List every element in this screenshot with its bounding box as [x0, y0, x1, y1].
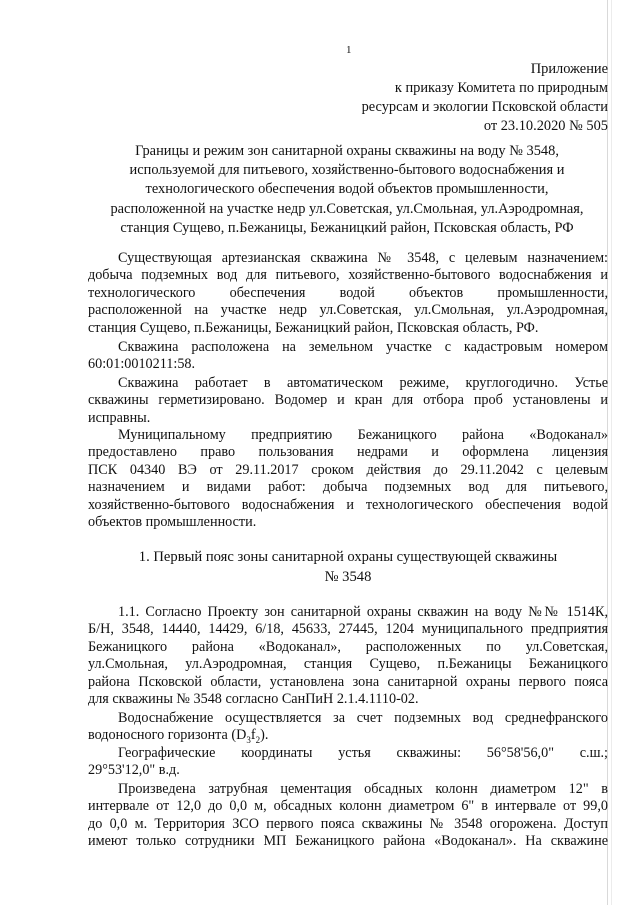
text-line: 1.1. Согласно Проекту зон санитарной охраны скважин на воду №№ 1514К,: [118, 604, 608, 620]
text-line: Существующая артезианская скважина № 3548, с целевым назначением:: [118, 250, 608, 266]
paragraph-water-source: [88, 710, 608, 750]
text-line: объектов промышленности.: [88, 514, 257, 531]
text-line: водоносного горизонта $(D_3f_2)$.: [88, 727, 269, 746]
text-line: ПСК 04340 ВЭ от 29.11.2017 сроком действия до 29.11.2042 с целевым: [88, 461, 608, 478]
title-line: технологического обеспечения водой объектов промышленности,: [145, 181, 549, 198]
paragraph-zso-project: [88, 604, 608, 708]
text-line: добыча подземных вод для питьевого, хозяйственно-бытового водоснабжения и: [88, 267, 608, 284]
appendix-line: ресурсам и экологии Псковской области: [361, 99, 608, 115]
text-line: ул.Смольная, ул.Аэродромная, станция Сущево, п.Бежаницы Бежаницкого: [88, 656, 608, 673]
text-line: Географические координаты устья скважины: 56°58'56,0" с.ш.;: [118, 745, 608, 761]
title-line: станция Сущево, п.Бежаницы, Бежаницкий район, Псковская область, РФ: [120, 219, 574, 236]
paragraph-coordinates: [88, 745, 608, 780]
text-line: Бежаницкого района «Водоканал», расположенных по ул.Советская,: [88, 638, 608, 655]
text-line: района Псковской области, установлена зона санитарной охраны первого пояса: [88, 673, 608, 690]
text-line: 29°53'12,0" в.д.: [88, 762, 180, 779]
text-line: исправны.: [88, 409, 151, 426]
paragraph-operation: [88, 375, 608, 427]
text-line: Скважина работает в автоматическом режиме, круглогодично. Устье: [118, 375, 608, 391]
section-heading-line: № 3548: [324, 569, 372, 585]
title-line: расположенной на участке недр ул.Советская, ул.Смольная, ул.Аэродромная,: [110, 200, 584, 217]
text-line: Скважина расположена на земельном участке с кадастровым номером: [118, 339, 608, 355]
text-line: Произведена затрубная цементация обсадных колонн диаметром 12" в: [118, 781, 608, 797]
appendix-line: Приложение: [530, 61, 608, 77]
title-line: Границы и режим зон санитарной охраны скважины на воду № 3548,: [135, 143, 559, 159]
paragraph-cementation: [88, 781, 608, 851]
text-line: назначением и видами работ: добыча подземных вод для питьевого,: [88, 479, 608, 496]
text-line: хозяйственно-бытового водоснабжения и технологического обеспечения водой: [88, 496, 608, 513]
text-line: скважины герметизировано. Водомер и кран для отбора проб установлены и: [88, 392, 608, 409]
text-line: для скважины № 3548 согласно СанПиН 2.1.4.1110-02.: [88, 691, 419, 708]
document-title: [86, 142, 608, 238]
text-line: Б/Н, 3548, 14440, 14429, 6/18, 45633, 27445, 1204 муниципального предприятия: [88, 621, 608, 638]
text-line: имеют только сотрудники МП Бежаницкого района «Водоканал». На скважине: [88, 833, 608, 850]
appendix-header: [330, 60, 608, 136]
text-line: расположенной на участке недр ул.Советская, ул.Смольная, ул.Аэродромная,: [88, 302, 608, 319]
text-line: предоставлено право пользования недрами и оформлена лицензия: [88, 444, 608, 461]
text-line: Муниципальному предприятию Бежаницкого района «Водоканал»: [118, 427, 608, 443]
title-line: используемой для питьевого, хозяйственно-бытового водоснабжения и: [129, 162, 565, 179]
text-line: до 0,0 м. Территория ЗСО первого пояса скважины № 3548 огорожена. Доступ: [88, 815, 608, 832]
paragraph-well-description: [88, 250, 608, 337]
text-line: технологического обеспечения водой объектов промышленности,: [88, 284, 608, 301]
appendix-line: к приказу Комитета по природным: [394, 80, 608, 96]
paragraph-license: [88, 427, 608, 531]
section-heading: [88, 547, 608, 587]
text-line: интервале от 12,0 до 0,0 м, обсадных колонн диаметром 6" в интервале от 99,0: [88, 798, 608, 815]
page-number: 1: [346, 44, 352, 56]
paragraph-cadastral: [88, 339, 608, 374]
scan-margin-line: [611, 0, 612, 905]
text-line: станция Сущево, п.Бежаницы, Бежаницкий район, Псковская область, РФ.: [88, 319, 539, 336]
section-heading-line: 1. Первый пояс зоны санитарной охраны существующей скважины: [138, 549, 558, 565]
appendix-line: от 23.10.2020 № 505: [483, 118, 608, 134]
text-line: 60:01:0010211:58.: [88, 356, 196, 373]
text-line: Водоснабжение осуществляется за счет подземных вод среднефранского: [118, 710, 608, 726]
